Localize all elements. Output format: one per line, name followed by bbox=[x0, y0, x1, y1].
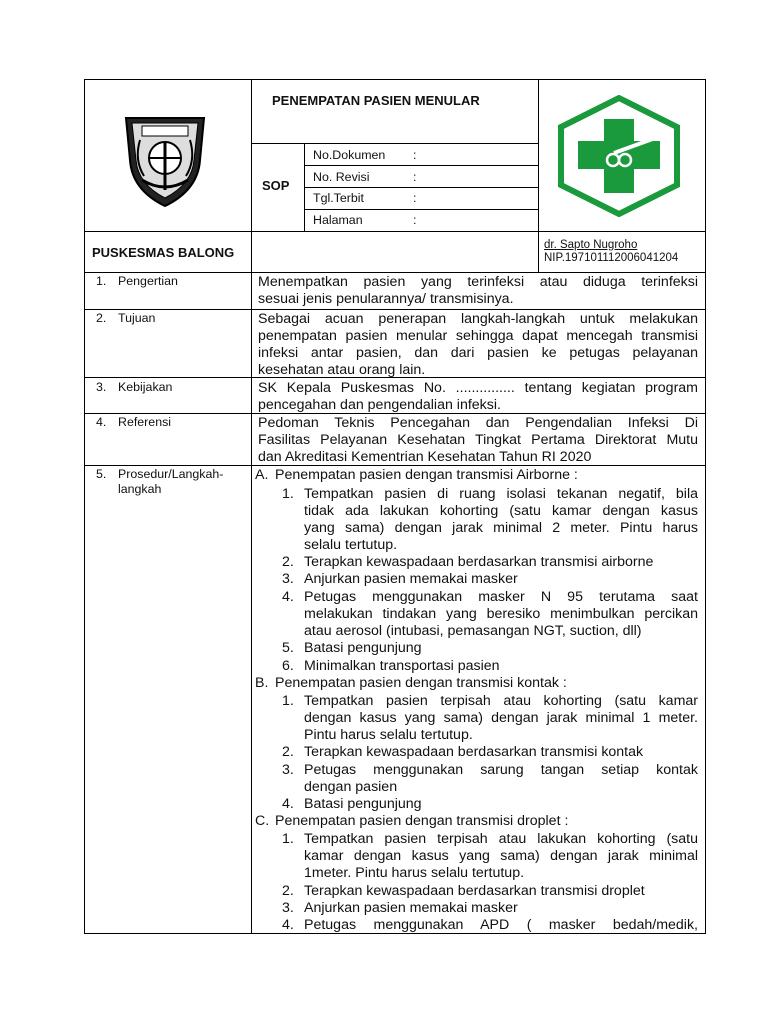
table-border-top bbox=[84, 79, 706, 80]
step-line: selalu tertutup. bbox=[304, 537, 398, 553]
signer-name: dr. Sapto Nugroho bbox=[544, 239, 638, 251]
tujuan-line: penempatan pasien menular sehingga dapat mencegah transmisi bbox=[258, 328, 698, 344]
row-number: 2. bbox=[96, 311, 107, 325]
row-label-referensi: Referensi bbox=[118, 415, 172, 429]
step-line: Pintu harus selalu tertutup. bbox=[304, 727, 473, 743]
step-number: 3. bbox=[282, 900, 294, 916]
step-line: Terapkan kewaspadaan berdasarkan transmisi kontak bbox=[304, 744, 644, 760]
institution-name: PUSKESMAS BALONG bbox=[92, 245, 235, 260]
tujuan-line: infeksi antar pasien, dan dari pasien ke petugas pelayanan bbox=[258, 345, 698, 361]
step-line: Batasi pengunjung bbox=[304, 640, 422, 656]
step-line: yang sama) dengan jarak minimal 2 meter. Pintu harus bbox=[304, 520, 698, 536]
step-line: 1meter. Pintu harus selalu tertutup. bbox=[304, 865, 525, 881]
step-number: 3. bbox=[282, 571, 294, 587]
section-heading-airborne: Penempatan pasien dengan transmisi Airborne : bbox=[275, 467, 578, 483]
step-number: 6. bbox=[282, 658, 294, 674]
referensi-line: Pedoman Teknis Pencegahan dan Pengendalian Infeksi Di bbox=[258, 415, 698, 431]
row-number: 3. bbox=[96, 380, 107, 394]
step-line: Tempatkan pasien di ruang isolasi tekanan negatif, bila bbox=[304, 486, 698, 502]
step-line: Anjurkan pasien memakai masker bbox=[304, 900, 518, 916]
row-label-prosedur-cont: langkah bbox=[118, 482, 162, 496]
row-label-prosedur: Prosedur/Langkah- bbox=[118, 467, 224, 481]
step-line: dengan kasus yang sama) dengan jarak minimal 1 meter. bbox=[304, 710, 698, 726]
divider-col-3 bbox=[538, 79, 539, 272]
divider-field-3 bbox=[304, 209, 538, 210]
step-line: Tempatkan pasien terpisah atau lakukan kohorting (satu bbox=[304, 831, 698, 847]
referensi-line: dan Akreditasi Kementrian Kesehatan Tahun RI 2020 bbox=[258, 449, 592, 465]
step-line: Terapkan kewaspadaan berdasarkan transmisi droplet bbox=[304, 883, 645, 899]
step-line: Anjurkan pasien memakai masker bbox=[304, 571, 518, 587]
step-line: kamar dengan kasus yang sama) dengan jarak minimal bbox=[304, 848, 698, 864]
step-line: dengan pasien bbox=[304, 779, 398, 795]
regency-emblem-logo bbox=[120, 110, 210, 210]
divider-header bbox=[84, 231, 706, 232]
row-label-pengertian: Pengertian bbox=[118, 274, 178, 288]
step-number: 1. bbox=[282, 831, 294, 847]
step-number: 5. bbox=[282, 640, 294, 656]
kebijakan-line: pencegahan dan pengendalian infeksi. bbox=[258, 397, 501, 413]
step-number: 2. bbox=[282, 744, 294, 760]
section-heading-kontak: Penempatan pasien dengan transmisi kontak : bbox=[275, 675, 567, 691]
section-letter: C. bbox=[255, 813, 270, 829]
signer-nip: NIP.197101112006041204 bbox=[544, 252, 679, 264]
step-line: Petugas menggunakan APD ( masker bedah/medik, bbox=[304, 917, 698, 933]
field-colon-no-dokumen: : bbox=[413, 148, 417, 162]
divider-col-1 bbox=[251, 79, 252, 934]
step-number: 4. bbox=[282, 796, 294, 812]
step-number: 2. bbox=[282, 554, 294, 570]
step-number: 1. bbox=[282, 693, 294, 709]
step-number: 4. bbox=[282, 589, 294, 605]
row-label-tujuan: Tujuan bbox=[118, 311, 156, 325]
step-line: Batasi pengunjung bbox=[304, 796, 422, 812]
step-line: tidak ada lakukan kohorting (satu kamar dengan kasus bbox=[304, 503, 698, 519]
step-number: 1. bbox=[282, 486, 294, 502]
step-number: 2. bbox=[282, 883, 294, 899]
field-label-halaman: Halaman bbox=[313, 213, 363, 227]
divider-title bbox=[251, 143, 538, 144]
step-number: 3. bbox=[282, 762, 294, 778]
step-line: Minimalkan transportasi pasien bbox=[304, 658, 500, 674]
row-number: 1. bbox=[96, 274, 107, 288]
field-label-tgl-terbit: Tgl.Terbit bbox=[313, 191, 364, 205]
row-label-kebijakan: Kebijakan bbox=[118, 380, 173, 394]
row-number: 5. bbox=[96, 467, 107, 481]
divider-field-2 bbox=[304, 187, 538, 188]
tujuan-line: Sebagai acuan penerapan langkah-langkah untuk melakukan bbox=[258, 311, 698, 327]
pengertian-line: Menempatkan pasien yang terinfeksi atau diduga terinfeksi bbox=[258, 274, 698, 290]
step-line: melakukan tindakan yang beresiko menimbulkan percikan bbox=[304, 606, 698, 622]
step-line: Terapkan kewaspadaan berdasarkan transmisi airborne bbox=[304, 554, 654, 570]
field-colon-halaman: : bbox=[413, 213, 417, 227]
section-letter: A. bbox=[255, 467, 269, 483]
divider-row-2 bbox=[84, 309, 706, 310]
sop-label: SOP bbox=[262, 178, 290, 193]
field-colon-no-revisi: : bbox=[413, 170, 417, 184]
kebijakan-line: SK Kepala Puskesmas No. ............... tentang kegiatan program bbox=[258, 380, 698, 396]
step-line: atau aerosol (intubasi, pemasangan NGT, suction, dll) bbox=[304, 623, 642, 639]
document-title: PENEMPATAN PASIEN MENULAR bbox=[272, 93, 480, 108]
pengertian-line: sesuai jenis penularannya/ transmisinya. bbox=[258, 291, 514, 307]
puskesmas-logo bbox=[556, 95, 682, 217]
field-label-no-dokumen: No.Dokumen bbox=[313, 148, 386, 162]
step-line: Tempatkan pasien terpisah atau kohorting (satu kamar bbox=[304, 693, 698, 709]
field-label-no-revisi: No. Revisi bbox=[313, 170, 370, 184]
tujuan-line: kesehatan atau orang lain. bbox=[258, 362, 426, 378]
table-border-right bbox=[705, 79, 706, 934]
field-colon-tgl-terbit: : bbox=[413, 191, 417, 205]
step-number: 4. bbox=[282, 917, 294, 933]
section-letter: B. bbox=[255, 675, 269, 691]
step-line: Petugas menggunakan sarung tangan setiap kontak bbox=[304, 762, 698, 778]
table-border-left bbox=[84, 79, 85, 934]
divider-row-1 bbox=[84, 272, 706, 273]
step-line: Petugas menggunakan masker N 95 terutama saat bbox=[304, 589, 698, 605]
section-heading-droplet: Penempatan pasien dengan transmisi droplet : bbox=[275, 813, 569, 829]
row-number: 4. bbox=[96, 415, 107, 429]
divider-field-1 bbox=[304, 165, 538, 166]
referensi-line: Fasilitas Pelayanan Kesehatan Tingkat Pertama Direktorat Mutu bbox=[258, 432, 698, 448]
